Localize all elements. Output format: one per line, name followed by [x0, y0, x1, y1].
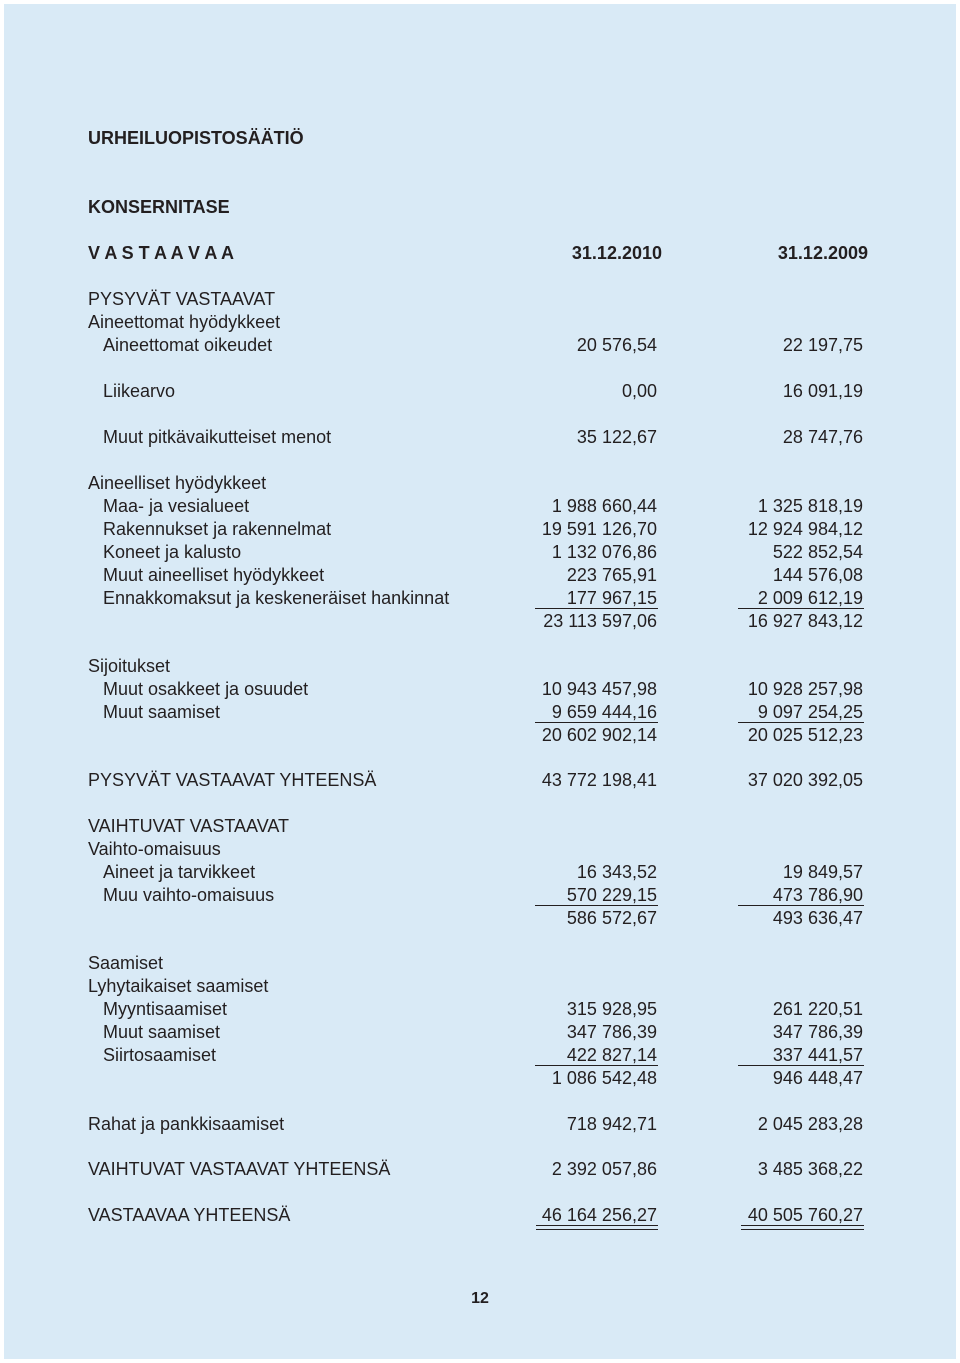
- row-label: Rakennukset ja rakennelmat: [103, 519, 332, 539]
- subgroup-label: Aineettomat hyödykkeet: [88, 312, 281, 332]
- row-label: VAIHTUVAT VASTAAVAT YHTEENSÄ: [88, 1159, 391, 1179]
- subtotal-rule: [535, 608, 658, 609]
- value-2009: 144 576,08: [772, 565, 863, 585]
- value-2009: 40 505 760,27: [747, 1205, 863, 1225]
- subgroup-heading: [0, 311, 960, 334]
- subtotal-rule: [535, 905, 658, 906]
- value-2009: 22 197,75: [782, 335, 863, 355]
- value-2009: 28 747,76: [782, 427, 863, 447]
- value-2010: 177 967,15: [566, 588, 657, 608]
- subgroup-heading: [0, 472, 960, 495]
- value-2010: 315 928,95: [566, 999, 657, 1019]
- row-label: Muut aineelliset hyödykkeet: [103, 565, 325, 585]
- subtotal-2009: 20 025 512,23: [747, 725, 863, 745]
- row-label: Myyntisaamiset: [103, 999, 228, 1019]
- subtotal-rule: [738, 608, 864, 609]
- value-2009: 19 849,57: [782, 862, 863, 882]
- column-header-2009: 31.12.2009: [777, 243, 868, 263]
- table-row: [0, 678, 960, 701]
- value-2009: 10 928 257,98: [747, 679, 863, 699]
- row-label: VASTAAVAA YHTEENSÄ: [88, 1205, 291, 1225]
- row-label: Koneet ja kalusto: [103, 542, 242, 562]
- value-2010: 9 659 444,16: [551, 702, 657, 722]
- row-label: Ennakkomaksut ja keskeneräiset hankinnat: [103, 588, 450, 608]
- doc-title: KONSERNITASE: [88, 197, 230, 217]
- subtotal-2009: 946 448,47: [772, 1068, 863, 1088]
- row-label: Muut pitkävaikutteiset menot: [103, 427, 332, 447]
- row-label: Aineet ja tarvikkeet: [103, 862, 256, 882]
- value-2010: 43 772 198,41: [541, 770, 657, 790]
- table-row: [0, 380, 960, 403]
- org-name-row: [0, 127, 960, 150]
- value-2009: 3 485 368,22: [757, 1159, 863, 1179]
- table-row: [0, 334, 960, 357]
- group-label: VAIHTUVAT VASTAAVAT: [88, 816, 290, 836]
- value-2009: 12 924 984,12: [747, 519, 863, 539]
- table-row: [0, 884, 960, 907]
- subtotal-rule: [738, 722, 864, 723]
- row-label: Muut osakkeet ja osuudet: [103, 679, 309, 699]
- row-label: Rahat ja pankkisaamiset: [88, 1114, 285, 1134]
- section-heading-vastaavaa: V A S T A A V A A: [88, 243, 235, 263]
- subgroup-label: Sijoitukset: [88, 656, 171, 676]
- subtotal-2009: 493 636,47: [772, 908, 863, 928]
- subgroup-heading: [0, 952, 960, 975]
- row-label: Liikearvo: [103, 381, 176, 401]
- value-2009: 9 097 254,25: [757, 702, 863, 722]
- column-header-row: [0, 242, 960, 265]
- table-row: [0, 1044, 960, 1067]
- table-row: [0, 998, 960, 1021]
- value-2010: 347 786,39: [566, 1022, 657, 1042]
- value-2009: 16 091,19: [782, 381, 863, 401]
- subtotal-2010: 586 572,67: [566, 908, 657, 928]
- value-2009: 337 441,57: [772, 1045, 863, 1065]
- table-row: [0, 518, 960, 541]
- value-2010: 422 827,14: [566, 1045, 657, 1065]
- doc-title-row: [0, 196, 960, 219]
- subgroup-heading: [0, 655, 960, 678]
- subtotal-row: [0, 907, 960, 930]
- table-row: [0, 1113, 960, 1136]
- column-header-2010: 31.12.2010: [571, 243, 662, 263]
- subtotal-2010: 23 113 597,06: [543, 611, 657, 631]
- value-2010: 570 229,15: [566, 885, 657, 905]
- value-2010: 2 392 057,86: [551, 1159, 657, 1179]
- subtotal-2010: 20 602 902,14: [541, 725, 657, 745]
- table-row: [0, 495, 960, 518]
- table-row: [0, 1021, 960, 1044]
- subgroup-label: Aineelliset hyödykkeet: [88, 473, 267, 493]
- subtotal-rule: [535, 722, 658, 723]
- total-row: [0, 1158, 960, 1181]
- page-number: 12: [471, 1290, 489, 1307]
- value-2009: 473 786,90: [772, 885, 863, 905]
- org-name: URHEILUOPISTOSÄÄTIÖ: [88, 128, 304, 148]
- subtotal-row: [0, 724, 960, 747]
- value-2010: 1 988 660,44: [551, 496, 657, 516]
- value-2009: 2 045 283,28: [757, 1114, 863, 1134]
- value-2010: 35 122,67: [576, 427, 657, 447]
- value-2010: 223 765,91: [566, 565, 657, 585]
- value-2010: 0,00: [621, 381, 657, 401]
- value-2010: 1 132 076,86: [551, 542, 657, 562]
- subgroup-heading: [0, 975, 960, 998]
- table-row: [0, 426, 960, 449]
- group-label: PYSYVÄT VASTAAVAT: [88, 289, 276, 309]
- subgroup-label: Lyhytaikaiset saamiset: [88, 976, 269, 996]
- table-row: [0, 861, 960, 884]
- value-2009: 2 009 612,19: [757, 588, 863, 608]
- subtotal-rule: [738, 905, 864, 906]
- subgroup-heading: [0, 838, 960, 861]
- group-heading: [0, 288, 960, 311]
- row-label: Siirtosaamiset: [103, 1045, 217, 1065]
- group-heading: [0, 815, 960, 838]
- value-2009: 37 020 392,05: [747, 770, 863, 790]
- total-row: [0, 769, 960, 792]
- value-2009: 1 325 818,19: [757, 496, 863, 516]
- double-underline: [741, 1225, 864, 1230]
- value-2010: 10 943 457,98: [541, 679, 657, 699]
- row-label: Muu vaihto-omaisuus: [103, 885, 275, 905]
- grand-total-row: [0, 1204, 960, 1227]
- row-label: Aineettomat oikeudet: [103, 335, 273, 355]
- value-2009: 347 786,39: [772, 1022, 863, 1042]
- row-label: PYSYVÄT VASTAAVAT YHTEENSÄ: [88, 770, 377, 790]
- value-2010: 20 576,54: [576, 335, 657, 355]
- subgroup-label: Saamiset: [88, 953, 164, 973]
- value-2009: 522 852,54: [772, 542, 863, 562]
- subtotal-2009: 16 927 843,12: [747, 611, 863, 631]
- table-row: [0, 701, 960, 724]
- table-row: [0, 541, 960, 564]
- value-2010: 46 164 256,27: [541, 1205, 657, 1225]
- row-label: Muut saamiset: [103, 1022, 221, 1042]
- subtotal-rule: [535, 1065, 658, 1066]
- subtotal-2010: 1 086 542,48: [551, 1068, 657, 1088]
- table-row: [0, 564, 960, 587]
- subtotal-rule: [738, 1065, 864, 1066]
- value-2010: 718 942,71: [566, 1114, 657, 1134]
- value-2009: 261 220,51: [772, 999, 863, 1019]
- double-underline: [536, 1225, 658, 1230]
- row-label: Muut saamiset: [103, 702, 221, 722]
- row-label: Maa- ja vesialueet: [103, 496, 250, 516]
- subtotal-row: [0, 1067, 960, 1090]
- value-2010: 16 343,52: [576, 862, 657, 882]
- value-2010: 19 591 126,70: [541, 519, 657, 539]
- subgroup-label: Vaihto-omaisuus: [88, 839, 221, 859]
- table-row: [0, 587, 960, 610]
- subtotal-row: [0, 610, 960, 633]
